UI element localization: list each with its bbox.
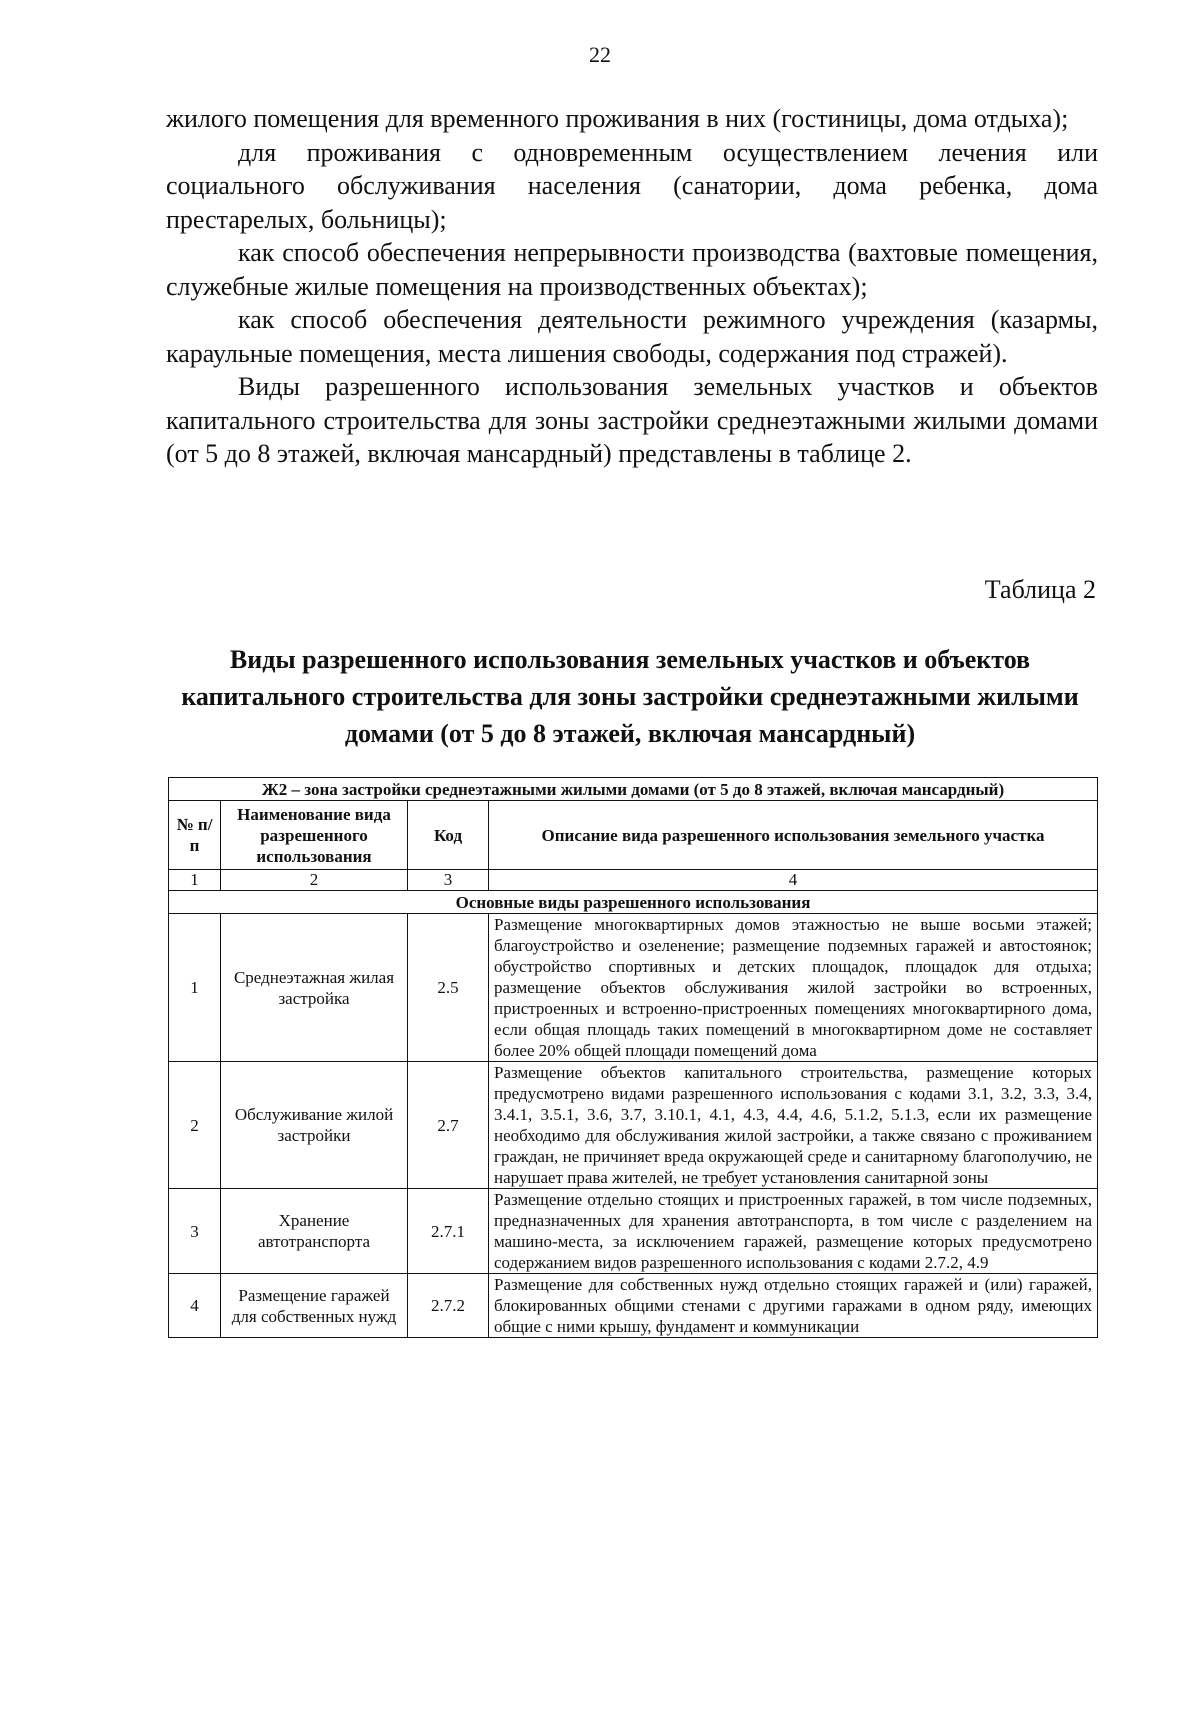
row-code: 2.7 bbox=[408, 1062, 489, 1189]
paragraph: Виды разрешенного использования земельных участков и объектов капитального строительства для зоны застройки среднеэтажными жилыми домами (от 5 до 8 этажей, включая мансардный) представлены в таблице 2. bbox=[166, 372, 1098, 468]
row-code: 2.7.1 bbox=[408, 1189, 489, 1274]
table-title: Виды разрешенного использования земельных участков и объектов капитального строительства для зоны застройки среднеэтажными жилыми домами (от 5 до 8 этажей, включая мансардный) bbox=[181, 645, 1079, 748]
row-name: Размещение гаражей для собственных нужд bbox=[221, 1274, 408, 1338]
body-text bbox=[166, 102, 1098, 471]
section-heading: Основные виды разрешенного использования bbox=[169, 891, 1098, 914]
row-name: Хранение автотранспорта bbox=[221, 1189, 408, 1274]
zone-header-row bbox=[169, 778, 1098, 801]
column-header-description: Описание вида разрешенного использования земельного участка bbox=[489, 801, 1098, 870]
page-number: 22 bbox=[589, 42, 611, 67]
column-number-row bbox=[169, 870, 1098, 891]
row-description: Размещение отдельно стоящих и пристроенных гаражей, в том числе подземных, предназначенных для хранения автотранспорта, в том числе с разделением на машино-места, за исключением гаражей, размещение которых предусмотрено содержанием видов разрешенного использования с кодами 2.7.2, 4.9 bbox=[489, 1189, 1098, 1274]
land-use-table bbox=[168, 777, 1098, 1338]
table-row bbox=[169, 1274, 1098, 1338]
row-code: 2.5 bbox=[408, 914, 489, 1062]
column-header-code: Код bbox=[408, 801, 489, 870]
row-name: Обслуживание жилой застройки bbox=[221, 1062, 408, 1189]
row-code: 2.7.2 bbox=[408, 1274, 489, 1338]
column-number: 1 bbox=[169, 870, 221, 891]
row-number: 4 bbox=[169, 1274, 221, 1338]
table-row bbox=[169, 914, 1098, 1062]
column-number: 2 bbox=[221, 870, 408, 891]
table-row bbox=[169, 1189, 1098, 1274]
row-description: Размещение для собственных нужд отдельно стоящих гаражей и (или) гаражей, блокированных общими стенами с другими гаражами в одном ряду, имеющих общие с ними крышу, фундамент и коммуникации bbox=[489, 1274, 1098, 1338]
paragraph: для проживания с одновременным осуществлением лечения или социального обслуживания населения (санатории, дома ребенка, дома престарелых, больницы); bbox=[166, 137, 1098, 234]
paragraph: как способ обеспечения деятельности режимного учреждения (казармы, караульные помещения, места лишения свободы, содержания под стражей). bbox=[166, 305, 1098, 368]
paragraph: как способ обеспечения непрерывности производства (вахтовые помещения, служебные жилые помещения на производственных объектах); bbox=[166, 238, 1098, 301]
column-header-row bbox=[169, 801, 1098, 870]
table-row bbox=[169, 1062, 1098, 1189]
row-description: Размещение многоквартирных домов этажностью не выше восьми этажей; благоустройство и озеленение; размещение подземных гаражей и автостоянок; обустройство спортивных и детских площадок, площадок для отдыха; размещение объектов обслуживания жилой застройки во встроенных, пристроенных и встроенно-пристроенных помещениях многоквартирного дома, если общая площадь таких помещений в многоквартирном доме не составляет более 20% общей площади помещений дома bbox=[489, 914, 1098, 1062]
row-description: Размещение объектов капитального строительства, размещение которых предусмотрено видами разрешенного использования с кодами 3.1, 3.2, 3.3, 3.4, 3.4.1, 3.5.1, 3.6, 3.7, 3.10.1, 4.1, 4.3, 4.4, 4.6, 5.1.2, 5.1.3, если их размещение необходимо для обслуживания жилой застройки, а также связано с проживанием граждан, не причиняет вреда окружающей среде и санитарному благополучию, не нарушает права жителей, не требует установления санитарной зоны bbox=[489, 1062, 1098, 1189]
row-number: 3 bbox=[169, 1189, 221, 1274]
column-header-name: Наименование вида разрешенного использования bbox=[221, 801, 408, 870]
row-number: 2 bbox=[169, 1062, 221, 1189]
zone-header: Ж2 – зона застройки среднеэтажными жилыми домами (от 5 до 8 этажей, включая мансардный) bbox=[169, 778, 1098, 801]
row-name: Среднеэтажная жилая застройка bbox=[221, 914, 408, 1062]
table-label: Таблица 2 bbox=[984, 575, 1096, 604]
column-number: 4 bbox=[489, 870, 1098, 891]
column-header-number: № п/п bbox=[169, 801, 221, 870]
section-row bbox=[169, 891, 1098, 914]
row-number: 1 bbox=[169, 914, 221, 1062]
column-number: 3 bbox=[408, 870, 489, 891]
paragraph: жилого помещения для временного проживания в них (гостиницы, дома отдыха); bbox=[166, 104, 1069, 133]
